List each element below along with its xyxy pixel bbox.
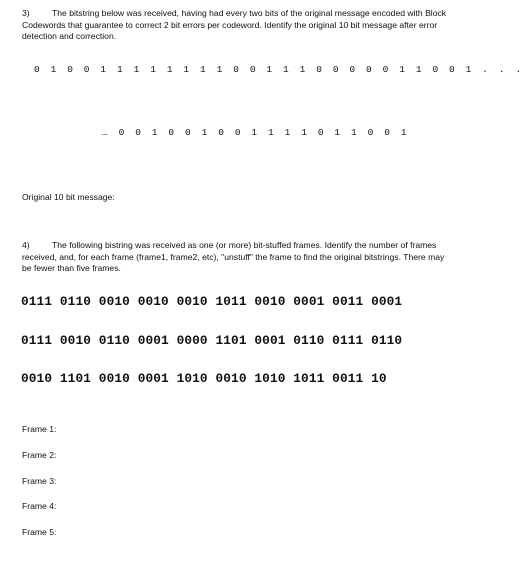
question-3-number: 3) [22, 8, 30, 18]
bitstring-line-1: 0 1 0 0 1 1 1 1 1 1 1 1 0 0 1 1 1 0 0 0 0 0 1 1 0 0 1 . . . [34, 64, 524, 75]
question-3-body: The bitstring below was received, having had every two bits of the original message encoded with Block Codewords that guarantee to correct 2 bit errors per codeword. Identify the original 10 bit message after error detection and correction. [22, 8, 447, 42]
bit-row-3: 0010 1101 0010 0001 1010 0010 1010 1011 0011 10 [21, 371, 387, 386]
bit-row-1: 0111 0110 0010 0010 0010 1011 0010 0001 0011 0001 [21, 294, 403, 309]
original-message-label: Original 10 bit message: [22, 192, 115, 202]
question-4-text [22, 240, 454, 275]
frame-3-label: Frame 3: [22, 476, 57, 486]
frame-1-label: Frame 1: [22, 424, 57, 434]
frame-2-label: Frame 2: [22, 450, 57, 460]
frame-4-label: Frame 4: [22, 501, 57, 511]
bit-row-2: 0111 0010 0110 0001 0000 1101 0001 0110 0111 0110 [21, 333, 403, 348]
frame-5-label: Frame 5: [22, 527, 57, 537]
question-3-text [22, 8, 454, 43]
question-4-number: 4) [22, 240, 30, 250]
question-4-body: The following bistring was received as one (or more) bit-stuffed frames. Identify the number of frames received, and, for each frame (frame1, frame2, etc), "unstuff" the frame to find the original bitstrings. There may be fewer than five frames. [22, 240, 445, 274]
bitstring-line-2: … 0 0 1 0 0 1 0 0 1 1 1 1 0 1 1 0 0 1 [102, 127, 410, 138]
